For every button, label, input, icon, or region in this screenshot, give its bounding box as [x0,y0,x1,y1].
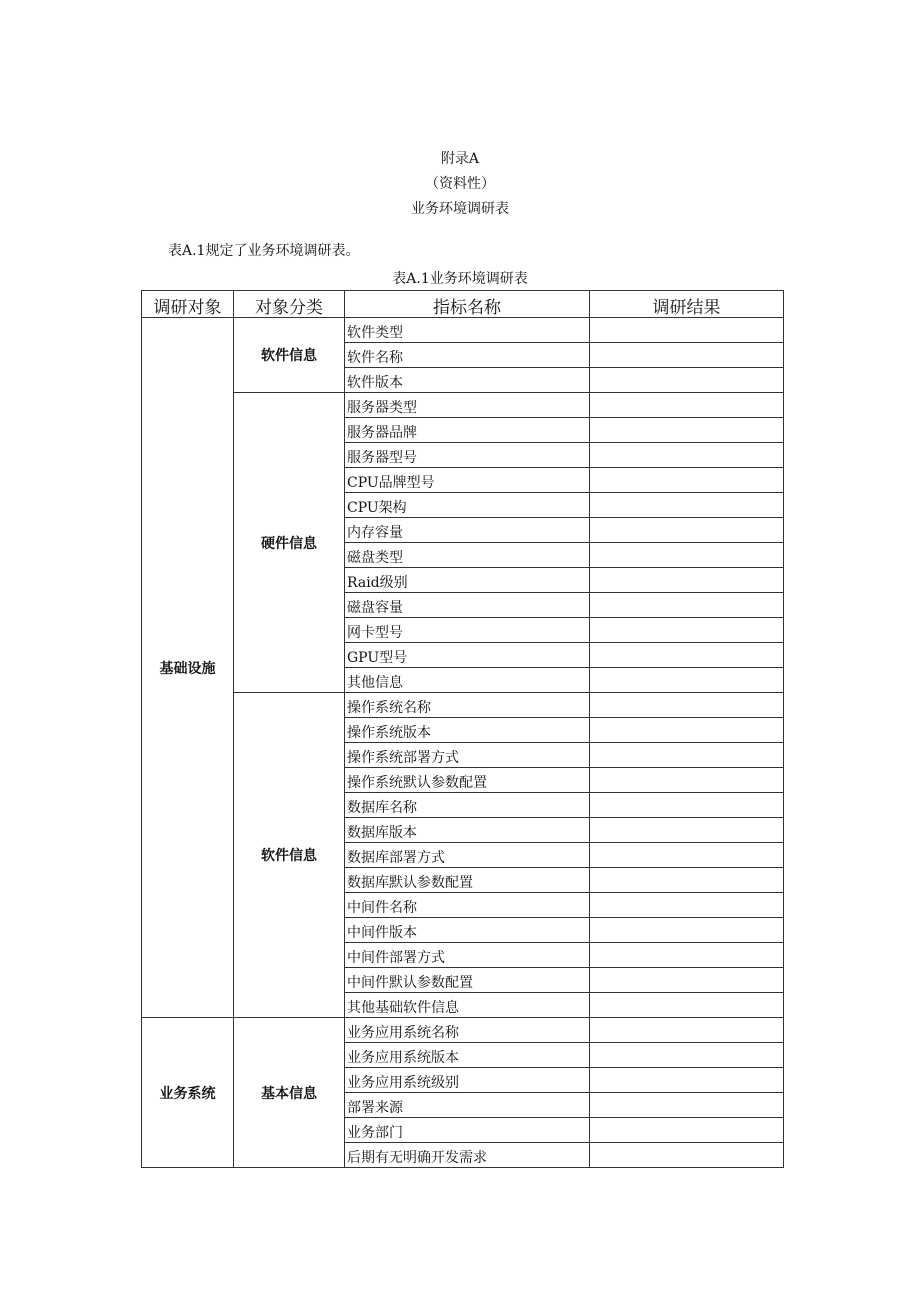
indicator-name-cell: 服务器类型 [345,393,590,418]
survey-table [141,290,784,1168]
indicator-name-cell: CPU品牌型号 [345,468,590,493]
indicator-name-cell: 服务器品牌 [345,418,590,443]
object-category-cell: 软件信息 [234,693,345,1018]
object-category-cell: 硬件信息 [234,393,345,693]
survey-result-cell[interactable] [590,868,784,893]
survey-result-cell[interactable] [590,368,784,393]
indicator-name-cell: 业务应用系统名称 [345,1018,590,1043]
survey-result-cell[interactable] [590,1093,784,1118]
appendix-subtitle: 业务环境调研表 [411,201,509,217]
survey-result-cell[interactable] [590,618,784,643]
indicator-name-cell: 软件版本 [345,368,590,393]
survey-result-cell[interactable] [590,393,784,418]
survey-result-cell[interactable] [590,718,784,743]
indicator-name-cell: 操作系统默认参数配置 [345,768,590,793]
header-object-category: 对象分类 [234,291,345,318]
survey-result-cell[interactable] [590,668,784,693]
survey-result-cell[interactable] [590,693,784,718]
table-caption: 表A.1业务环境调研表 [392,271,528,287]
indicator-name-cell: 数据库部署方式 [345,843,590,868]
indicator-name-cell: 中间件部署方式 [345,943,590,968]
table-row [142,318,784,343]
indicator-name-cell: 其他信息 [345,668,590,693]
survey-result-cell[interactable] [590,1143,784,1168]
survey-result-cell[interactable] [590,918,784,943]
survey-object-cell: 基础设施 [142,318,234,1018]
indicator-name-cell: 内存容量 [345,518,590,543]
table-row [142,1018,784,1043]
indicator-name-cell: 磁盘类型 [345,543,590,568]
survey-result-cell[interactable] [590,993,784,1018]
appendix-nature: （资料性） [425,176,495,192]
indicator-name-cell: 业务应用系统版本 [345,1043,590,1068]
survey-result-cell[interactable] [590,318,784,343]
survey-result-cell[interactable] [590,343,784,368]
survey-result-cell[interactable] [590,943,784,968]
indicator-name-cell: 磁盘容量 [345,593,590,618]
indicator-name-cell: 软件类型 [345,318,590,343]
survey-object-cell: 业务系统 [142,1018,234,1168]
survey-result-cell[interactable] [590,468,784,493]
intro-paragraph: 表A.1规定了业务环境调研表。 [168,243,360,259]
appendix-title: 附录A [440,151,480,167]
indicator-name-cell: 中间件默认参数配置 [345,968,590,993]
object-category-cell: 软件信息 [234,318,345,393]
survey-result-cell[interactable] [590,793,784,818]
survey-result-cell[interactable] [590,843,784,868]
indicator-name-cell: 网卡型号 [345,618,590,643]
indicator-name-cell: 部署来源 [345,1093,590,1118]
indicator-name-cell: 服务器型号 [345,443,590,468]
survey-result-cell[interactable] [590,493,784,518]
indicator-name-cell: 数据库版本 [345,818,590,843]
indicator-name-cell: 中间件版本 [345,918,590,943]
table-body [142,318,784,1168]
survey-result-cell[interactable] [590,1043,784,1068]
survey-result-cell[interactable] [590,968,784,993]
indicator-name-cell: GPU型号 [345,643,590,668]
survey-result-cell[interactable] [590,418,784,443]
header-survey-object: 调研对象 [142,291,234,318]
indicator-name-cell: CPU架构 [345,493,590,518]
survey-result-cell[interactable] [590,643,784,668]
survey-result-cell[interactable] [590,743,784,768]
header-indicator-name: 指标名称 [345,291,590,318]
survey-result-cell[interactable] [590,568,784,593]
table-row [142,693,784,718]
survey-result-cell[interactable] [590,518,784,543]
survey-result-cell[interactable] [590,893,784,918]
indicator-name-cell: 数据库名称 [345,793,590,818]
indicator-name-cell: 操作系统名称 [345,693,590,718]
indicator-name-cell: 后期有无明确开发需求 [345,1143,590,1168]
object-category-cell: 基本信息 [234,1018,345,1168]
indicator-name-cell: 软件名称 [345,343,590,368]
table-header-row [142,291,784,318]
survey-result-cell[interactable] [590,768,784,793]
indicator-name-cell: 业务应用系统级别 [345,1068,590,1093]
indicator-name-cell: 数据库默认参数配置 [345,868,590,893]
survey-result-cell[interactable] [590,1018,784,1043]
survey-result-cell[interactable] [590,443,784,468]
indicator-name-cell: 中间件名称 [345,893,590,918]
survey-result-cell[interactable] [590,818,784,843]
indicator-name-cell: 操作系统部署方式 [345,743,590,768]
indicator-name-cell: 其他基础软件信息 [345,993,590,1018]
survey-result-cell[interactable] [590,1118,784,1143]
indicator-name-cell: 业务部门 [345,1118,590,1143]
survey-result-cell[interactable] [590,593,784,618]
indicator-name-cell: Raid级别 [345,568,590,593]
table-row [142,393,784,418]
indicator-name-cell: 操作系统版本 [345,718,590,743]
survey-result-cell[interactable] [590,543,784,568]
header-survey-result: 调研结果 [590,291,784,318]
survey-result-cell[interactable] [590,1068,784,1093]
